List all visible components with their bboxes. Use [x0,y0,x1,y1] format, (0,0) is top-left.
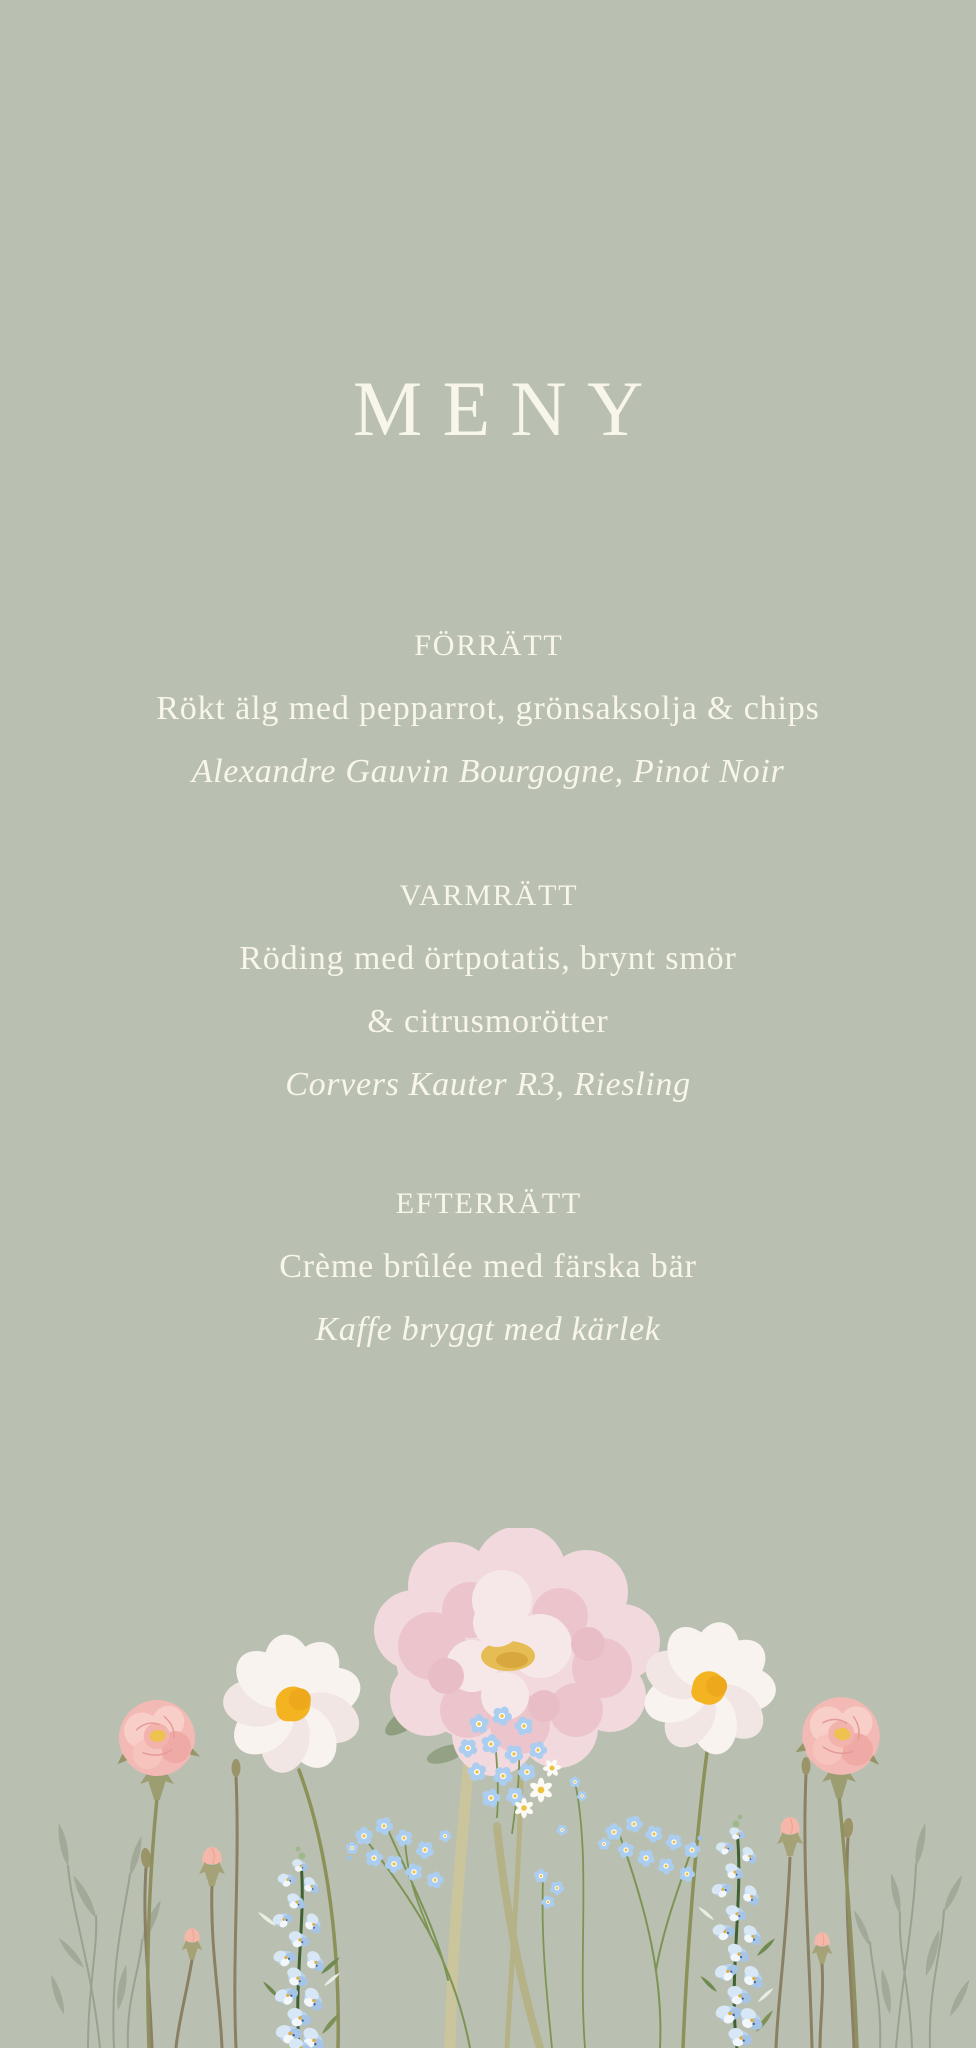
carnation-right [793,1692,888,1798]
dried-grass-right [851,1823,972,2048]
wine-pairing: Corvers Kauter R3, Riesling [285,1066,691,1103]
rosebud [812,1932,833,1963]
rosebud [182,1928,203,1959]
delphinium-left [257,1847,342,2048]
course-heading: VARMRÄTT [399,879,579,912]
course-starter [0,614,976,803]
coffee-pairing: Kaffe bryggt med kärlek [315,1311,661,1348]
rosebud [199,1847,225,1886]
dish-line: & citrusmorötter [367,1003,609,1040]
wine-pairing: Alexandre Gauvin Bourgogne, Pinot Noir [191,753,785,790]
course-dessert [0,1172,976,1361]
rosebud-stems-right [776,1757,854,2048]
dish-line: Röding med örtpotatis, brynt smör [239,940,737,977]
carnation-left [111,1696,201,1800]
course-heading: EFTERRÄTT [395,1187,582,1220]
poppy-stem [683,1752,707,2048]
course-main [0,864,976,1116]
menu-title: MENY [352,365,664,452]
dish-line: Crème brûlée med färska bär [279,1248,697,1285]
peony-flower [374,1528,660,1776]
wildflower-bouquet-illustration [0,1528,976,2048]
dish-line: Rökt älg med pepparrot, grönsaksolja & chips [156,690,820,727]
peony-stem [450,1750,470,2048]
rosebud [777,1817,803,1856]
delphinium-right [697,1815,777,2048]
course-heading: FÖRRÄTT [414,629,564,662]
